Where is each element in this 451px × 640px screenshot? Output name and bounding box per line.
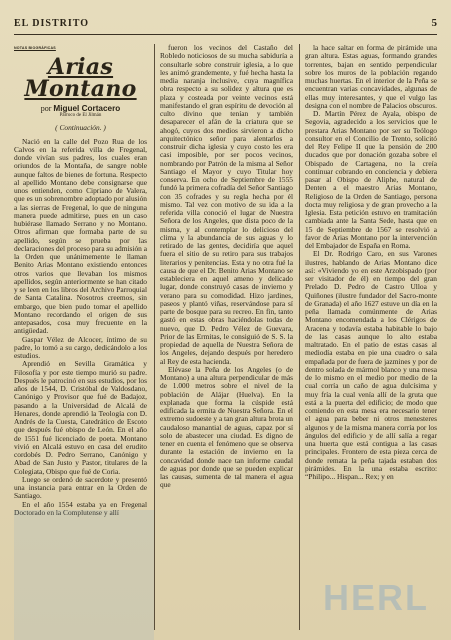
page-header xyxy=(14,18,437,35)
continuation-note: ( Continuación. ) xyxy=(55,123,106,133)
byline xyxy=(14,104,147,113)
paragraph: Nació en la calle del Pozo Rua de los Calvos en la referida villa de Fregenal, donde vivían sus padres, los cuales eran oriundos de la Montaña, de sangre noble aunque faltos de bienes de fortuna. Respecto al apellido Montano debe consignarse que unos entienden, como Cipriano de Valera, que es un sobrenombre adoptado por alusión a las sierras de Fregenal, lo que de ninguna manera puede admitirse, pues en un caso hubiérase llamado Serrano y no Montano. Otros afirman que formaba parte de su apellido, según se prueba por las declaraciones del proceso para su admisión a la Orden que unánimemente le llaman Benito Arias Montano existiendo entonces otros varios que llevaban los mismos apellidos, según anteriormente se han citado y se leen en los libros del Archivo Parroquial de Santa Catalina. Nosotros creemos, sin embargo, que bien pudo tomar el apellido Montano recordando el origen de sus antepasados, cosa muy frecuente en la antigüedad. xyxy=(14,136,147,336)
newspaper-name: EL DISTRITO xyxy=(14,18,90,29)
page-number: 5 xyxy=(431,17,437,29)
paragraph: la hace saltar en forma de pirámide una gran altura. Estas aguas, formando grandes torrentes, bajan en sentido perpendicular sobre los muros de la población regando muchas huertas. En el interior de la Peña se encuentran varias concavidades, algunas de ellas muy interesantes, y que el vulgo las designa con el nombre de Palacios obscuros. xyxy=(305,44,437,110)
paragraph: fueron los vecinos del Castaño del Robledo noticiosos de su mucha sabiduría a consultarle sobre construir iglesia, a lo que les animó grandemente, y fué hecha hasta la media naranja inclusive, cuya magnífica obra respecto a su solidez y altura que es plaza y costeada por veinte vecinos está manifestando el gran espíritu de devoción al culto divino que tenían y también desaparecer el afán de la criatura que se ahogó, cuyos dos medios sirvieron a dicho arquitectónico señor para alentarlos a construir dicha iglesia y cuyo costo les era casi imposible, por ser pocos vecinos, nombrando por Patrón de la misma al Señor Santiago el Mayor y cuyo Titular hoy conserva. En ocho de Septiembre de 1555 fundó la primera cofradía del Señor Santiago con 35 cofrades y su regla hecha por él mismo. Tal vez con motivo de su ida a la referida villa conoció el lugar de Nuestra Señora de los Angeles, que dista poco de la misma, y al contemplar lo delicioso del clima y la abundancia de sus aguas y lo retirado de las gentes, decidiría que aquel fuera el sitio de su retiro para sus trabajos literarios y penitencias. Esta y no otra fué la causa de que el Dr. Benito Arias Montano se estableciera en aquel ameno y delicado lugar, donde construyó casas de invierno y verano para su comodidad. Hizo jardines, paseos y plantó viñas, reservándose para sí parte de bosque para su recreo. En fin, tanto gastó en estas obras haciéndolas todas de nuevo, que D. Pedro Vélez de Guevara, Prior de las Ermitas, le consiguió de S. S. la propiedad de aquella de Nuestra Señora de los Angeles, dejando después por heredero al Rey de esta hacienda. xyxy=(160,44,293,366)
paragraph: Elévase la Peña de los Angeles (o de Montano) a una altura perpendicular de más de 1.000 metros sobre el nivel de la población de Alájar (Huelva). En la explanada que forma la cúspide está edificada la ermita de Nuestra Señora. En el extremo sudoeste y a tan gran altura brota un caudaloso manantial de aguas, capaz por sí solo de abastecer una ciudad. Es digno de tener en cuenta el fenómeno que se observa durante la estación de invierno en la concavidad donde nace tan informe caudal de aguas por donde que se pueden explicar las causas, sumenta de tal manera el agua que xyxy=(160,364,293,490)
author-note: Párroco de El Jilmán xyxy=(59,113,102,119)
text-column-2 xyxy=(160,44,293,630)
text-column-1 xyxy=(14,44,147,630)
watermark-stamp: HERL xyxy=(323,577,429,618)
paragraph: En el año 1554 estaba ya en Fregenal Doctorado en la Complutense y allí xyxy=(14,499,147,517)
paragraph: Aprendió en Sevilla Gramática y Filosofía y por este tiempo murió su padre. Después le patrocinó en sus estudios, por los años de 1544, D. Cristóbal de Valdosdano, Canónigo y Provisor que fué de Badajoz, pasando a la Universidad de Alcalá de Henares, donde aprendió la Teología con D. Andrés de la Cuesta, Catedrático de Escoto que después fué obispo de León. En el año de 1551 fué licenciado de poeta. Montano vivió en Alcalá estuvo en casa del erudito cordobés D. Pedro Serrano, Canónigo y Abad de San Justo y Pastor, titulares de la Colegiata, Obispo que fué de Coria. xyxy=(14,359,147,476)
column-3-body xyxy=(305,44,437,481)
byline-prefix: por xyxy=(40,104,52,114)
column-divider xyxy=(154,44,155,630)
section-tag: NOTAS BIOGRÁFICAS xyxy=(14,46,56,50)
paragraph: El Dr. Rodrigo Caro, en sus Varones ilustres, hablando de Arias Montano dice así: «Viviendo yo en este Arzobispado (por ser visitador de él) en tiempo del gran Prelado D. Pedro de Castro Ulloa y Quiñones (ilustre fundador del Sacro-monte de Granada) el año 1627 estuve un día en la peña llamada comúnmente de Arias Montano encomendada a los Clérigos de Aracena y todavía estaba habitable lo bajo de las casas aunque lo alto estaba maltratado. En el patio de estas casas al mediodía estaba en pie una cuadro o sala empañada por de fuera de jazmines y por de dentro solada de mármol blanco y una mesa de lo mismo en el medio por medio de la cual corría un caño de agua dulcísima y muy fría la cual venía allí de la gruta que está a la puerta del edificio; de modo que comiendo en esta mesa era necesario tener el agua para beber ni otros menesteres algunos y de la misma manera corría por los ángulos del edificio y de allí salía a regar una huerta que está contigua a las casas principales. Frontero de esta pieza cerca de donde remata la peña tajada estaban dos pirámides. En la una estaba escrito: “Philipo... Hispan... Rex; y en xyxy=(305,249,437,481)
column-divider xyxy=(299,44,300,630)
column-2-body xyxy=(160,44,293,490)
paragraph: Gaspar Vélez de Alcocer, íntimo de su padre, lo tomó a su cargo, dedicándolo a los estudios. xyxy=(14,334,147,360)
column-1-body xyxy=(14,138,147,518)
paragraph: Luego se ordenó de sacerdote y presentó una instancia para entrar en la Orden de Santiago. xyxy=(14,474,147,501)
article-title: Arias Montano xyxy=(24,54,137,103)
text-column-3 xyxy=(305,44,437,630)
author-name: Miguel Cortacero xyxy=(53,104,121,114)
paragraph: D. Martín Pérez de Ayala, obispo de Segovia, agradecido a los servicios que le prestara Arias Montano por ser su Teólogo consultor en el Concilio de Trento, solicitó del Rey Felipe II que la pensión de 200 ducados que por donación gozaba sobre el Obispado de Cartagena, no la creía continuar cobrando en conciencia y debiera pasar al Obispo de Aliphe, natural de Denten a el maestro Arias Montano, Religioso de la Orden de Santiago, persona docta muy religiosa y de gran provecho a la Iglesia. Esta petición estuvo en tramitación cambiada ante la Santa Sede, hasta que en 15 de Septiembre de 1567 se resolvió a favor de Arias Montano por la intervención del Embajador de España en Roma. xyxy=(305,109,437,250)
